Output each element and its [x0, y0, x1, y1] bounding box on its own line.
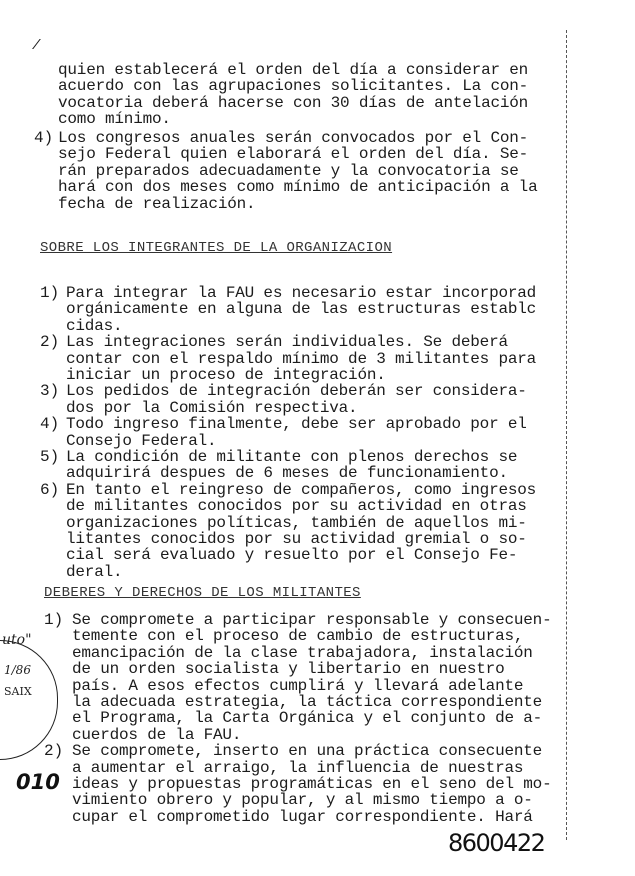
text-line: a aumentar el arraigo, la influencia de nuestras [72, 758, 524, 777]
seal-text: SAIX [4, 685, 32, 698]
text-line: litantes conocidos por su actividad gremial o so- [66, 529, 527, 548]
text-line: deral. [66, 562, 123, 581]
text-line: quien establecerá el orden del día a considerar en [58, 61, 529, 79]
corner-mark: / [32, 38, 41, 54]
text-line: la adecuada estrategia, la táctica correspondiente [72, 692, 543, 711]
item-number: 5) [40, 448, 60, 466]
text-line: dos por la Comisión respectiva. [66, 398, 358, 417]
item-number: 6) [40, 480, 60, 499]
list-item [40, 284, 537, 335]
text-line: organizaciones políticas, también de aquellos mi- [66, 513, 527, 532]
text-line: iniciar un proceso de integración. [66, 365, 386, 384]
seal-text: 1/86 [4, 663, 31, 677]
list-item [40, 480, 537, 581]
item-number: 2) [44, 742, 64, 761]
list-item [44, 611, 552, 744]
section-heading-integrantes: SOBRE LOS INTEGRANTES DE LA ORGANIZACION [40, 240, 393, 256]
item-text [58, 130, 537, 212]
item-4-congresos [34, 129, 538, 213]
text-line: de militantes conocidos por su actividad en otras [66, 497, 527, 516]
text-line: Se compromete a participar responsable y consecuen- [72, 611, 552, 629]
item-number: 3) [40, 382, 60, 401]
text-line: ideas y propuestas programáticas en el seno del mo- [72, 774, 552, 793]
archive-stamp-number: 8600422 [448, 829, 545, 857]
text-line: cidas. [66, 316, 123, 335]
text-line: fecha de realización. [58, 194, 256, 213]
text-line: Consejo Federal. [66, 431, 217, 450]
list-item [40, 382, 527, 417]
page-code: 010 [16, 770, 60, 794]
list-item [40, 415, 527, 450]
item-number: 2) [40, 333, 60, 352]
text-line: La condición de militante con plenos derechos se [66, 448, 518, 466]
text-line: Los congresos anuales serán convocados por el Con- [58, 129, 529, 147]
text-line: adquirirá despues de 6 meses de funcionamiento. [66, 464, 508, 483]
item-number: 4) [34, 129, 54, 147]
text-line: país. A esos efectos cumplirá y llevará adelante [72, 676, 524, 695]
seal-text: uto" [2, 632, 32, 648]
continuation-paragraph [58, 62, 528, 128]
text-line: Las integraciones serán individuales. Se deberá [66, 333, 508, 352]
text-line: En tanto el reingreso de compañeros, como ingresos [66, 480, 537, 499]
text-line: vocatoria deberá hacerse con 30 días de antelación [58, 93, 529, 112]
item-number: 4) [40, 415, 60, 434]
item-number: 1) [40, 284, 60, 302]
list-item [44, 742, 552, 826]
list-item [40, 448, 518, 483]
text-line: orgánicamente en alguna de las estructuras establc [66, 300, 537, 319]
list-item [40, 333, 537, 384]
text-line: temente con el proceso de cambio de estructuras, [72, 627, 524, 646]
text-line: hará con dos meses como mínimo de anticipación a la [58, 178, 538, 197]
text-line: sejo Federal quien elaborará el orden del día. Se- [58, 145, 529, 164]
text-line: rán preparados adecuadamente y la convocatoria se [58, 161, 519, 180]
text-line: cial será evaluado y resuelto por el Consejo Fe- [66, 546, 518, 565]
text-line: de un orden socialista y libertario en nuestro [72, 660, 505, 679]
margin-dashed-line [566, 30, 567, 840]
text-line: el Programa, la Carta Orgánica y el conjunto de a- [72, 709, 543, 728]
text-line: Para integrar la FAU es necesario estar incorporad [66, 284, 537, 302]
text-line: acuerdo con las agrupaciones solicitantes. La con- [58, 77, 529, 96]
text-line: vimiento obrero y popular, y al mismo tiempo a o- [72, 791, 533, 810]
text-line: contar con el respaldo mínimo de 3 militantes para [66, 349, 537, 368]
section-heading-deberes: DEBERES Y DERECHOS DE LOS MILITANTES [44, 585, 361, 601]
text-line: como mínimo. [58, 110, 171, 129]
text-line: Todo ingreso finalmente, debe ser aprobado por el [66, 415, 527, 434]
text-line: Los pedidos de integración deberán ser considera- [66, 382, 527, 401]
text-line: cuerdos de la FAU. [72, 725, 242, 744]
item-number: 1) [44, 611, 64, 629]
text-line: cupar el comprometido lugar correspondiente. Hará [72, 807, 533, 826]
text-line: Se compromete, inserto en una práctica consecuente [72, 742, 543, 761]
text-line: emancipación de la clase trabajadora, instalación [72, 643, 533, 662]
